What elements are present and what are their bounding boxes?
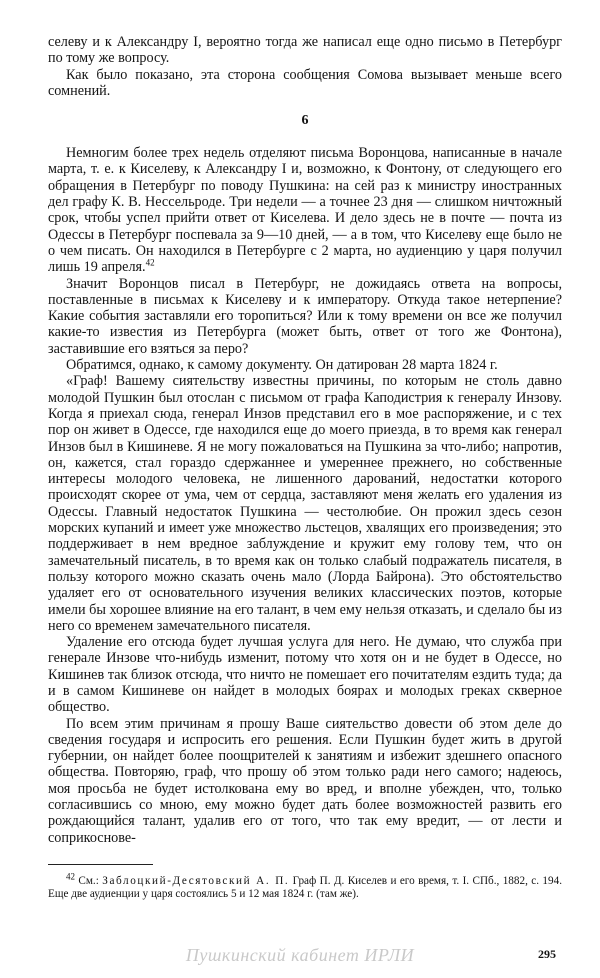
footnote-marker: 42 bbox=[66, 871, 75, 882]
footnote-divider bbox=[48, 864, 153, 865]
paragraph-continuation: селеву и к Александру I, вероятно тогда же написал еще одно письмо в Петербург по тому же вопросу. bbox=[48, 34, 562, 67]
letter-quote: «Граф! Вашему сиятельству известны причины, по которым не столь давно молодой Пушкин был отослан с письмом от графа Каподистрия к генералу Инзову. Когда я приехал сюда, генерал Инзов представил его в мое распоряжение, и с тех пор он живет в Одессе, где находился еще до моего приезда, в то время как генерал Инзов был в Кишиневе. Я не могу пожаловаться на Пушкина за что-либо; напротив, он, кажется, стал гораздо сдержаннее и умереннее прежнего, но собственные интересы молодого человека, не лишенного дарований, недостатки которого происходят скорее от ума, чем от сердца, заставляют меня желать его удаления из Одессы. Главный недостаток Пушкина — честолюбие. Он прожил здесь сезон морских купаний и имеет уже множество льстецов, хвалящих его произведения; это поддерживает в нем вредное заблуждение и кружит ему голову тем, что он замечательный писатель, в то время как он только слабый подражатель писателя, в пользу которого можно сказать очень мало (Лорда Байрона). Это обстоятельство удаляет его от основательного изучения великих классических поэтов, которые имели бы хорошее влияние на его талант, в чем ему нельзя отказать, и сделало бы из него со временем замечательного писателя. bbox=[48, 373, 562, 634]
paragraph-timeline-text: Немногим более трех недель отделяют письма Воронцова, написанные в начале марта, т. е. к Киселеву, к Александру I и, возможно, к Фонтону, от следующего его обращения в Петербург по поводу Пушкина: на сей раз к министру иностранных дел графу К. В. Нессельроде. Три недели — а точнее 23 дня — слишком ничтожный срок, чтобы успел прийти ответ от Киселева. И дело здесь не в почте — почта из Одессы в Петербург поспевала за 9—10 дней, — а в том, что Киселеву еще было не о чем писать. Он находился в Петербурге с 2 марта, но аудиенцию у царя получил лишь 19 апреля. bbox=[48, 145, 562, 276]
paragraph-timeline bbox=[48, 145, 562, 275]
watermark: Пушкинский кабинет ИРЛИ bbox=[185, 945, 415, 965]
paragraph-request: По всем этим причинам я прошу Ваше сиятельство довести об этом деле до сведения государя и испросить его решения. Если Пушкин будет жить в другой губернии, он найдет более поощрителей к занятиям и избежит здешнего опасного общества. Повторяю, граф, что прошу об этом только ради него самого; надеюсь, моя просьба не будет истолкована ему во вред, и вполне убежден, что, только согласившись со мною, ему можно будет дать более возможностей развить его рождающийся талант, удалив его от того, что так ему вредит, — от лести и соприкоснове- bbox=[48, 715, 562, 846]
footnote-prefix: См.: bbox=[75, 874, 103, 887]
footnote-reference: 42 bbox=[145, 257, 155, 268]
footnote bbox=[48, 871, 562, 901]
paragraph-summary: Как было показано, эта сторона сообщения Сомова вызывает меньше всего сомнений. bbox=[48, 66, 562, 99]
paragraph-document-date: Обратимся, однако, к самому документу. Он датирован 28 марта 1824 г. bbox=[66, 357, 498, 374]
paragraph-removal: Удаление его отсюда будет лучшая услуга для него. Не думаю, что служба при генерале Инзове что-нибудь изменит, потому что хотя он и не будет в Одессе, но Кишинев так близок отсюда, что ничто не помешает его почитателям ездить туда; да и в самом Кишиневе он найдет в молодых боярах и молодых греках скверное общество. bbox=[48, 634, 562, 716]
page-footer bbox=[0, 945, 600, 967]
footnote-citation: Граф П. Д. Киселев и его время, т. I. СПб., 1882, с. 194. Еще две аудиенции у царя состоялись 5 и 12 мая 1824 г. (там же). bbox=[48, 874, 562, 900]
section-number: 6 bbox=[301, 113, 309, 129]
page-number: 295 bbox=[538, 947, 556, 961]
footnote-author: Заблоцкий-Десятовский А. П. bbox=[102, 874, 290, 887]
paragraph-questions: Значит Воронцов писал в Петербург, не дожидаясь ответа на вопросы, поставленные в письмах к Киселеву и к императору. Откуда такое нетерпение? Какие события заставляли его торопиться? Или к тому времени он все же получил какие-то известия из Петербурга (может быть, ответ от того же Фонтона), заставившие его взяться за перо? bbox=[48, 275, 562, 357]
